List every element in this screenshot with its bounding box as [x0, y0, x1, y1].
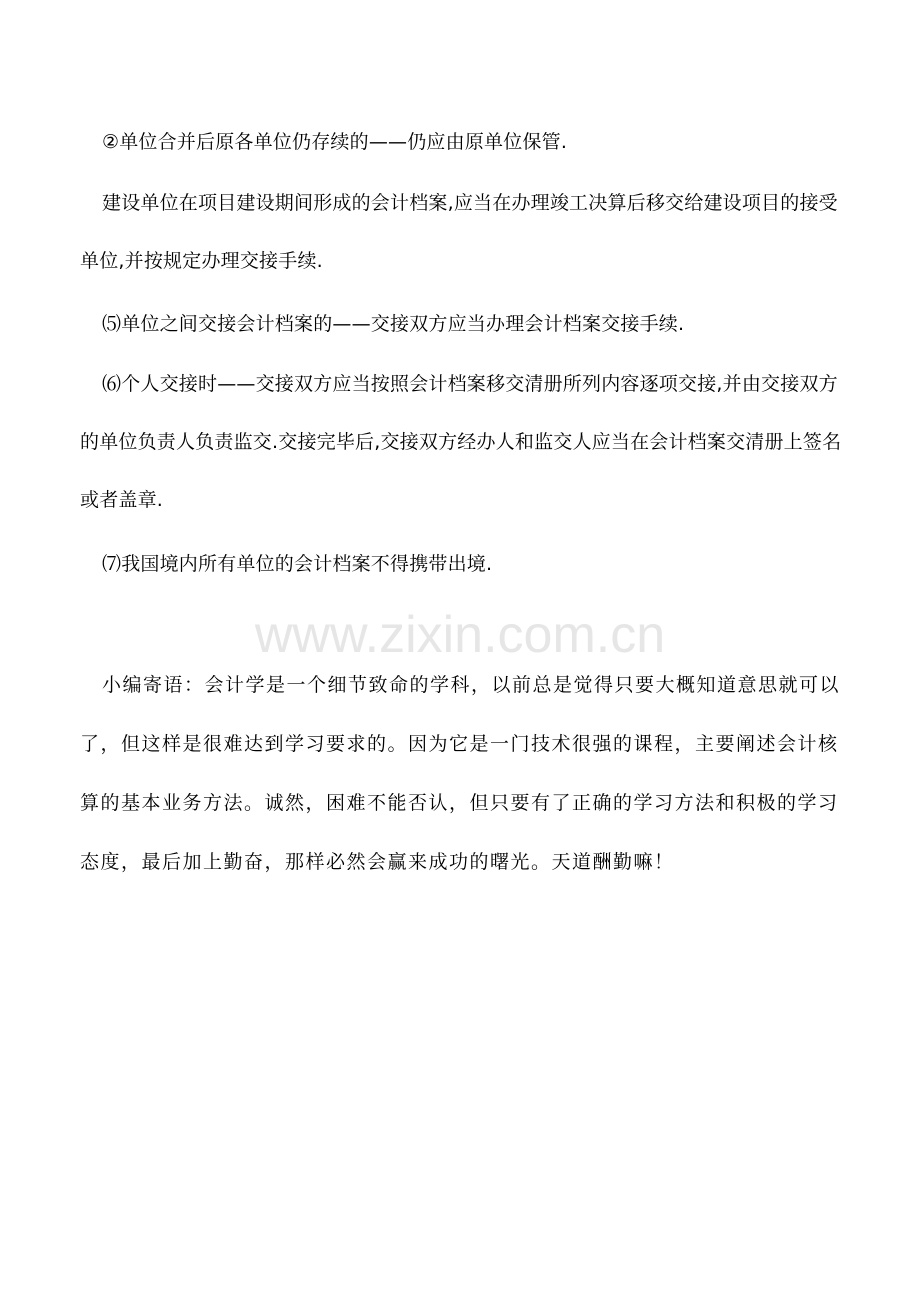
editor-note: 小编寄语：会计学是一个细节致命的学科，以前总是觉得只要大概知道意思就可以了，但这样是很难达到学习要求的。因为它是一门技术很强的课程，主要阐述会计核算的基本业务方法。诚然，困难不能否认，但只要有了正确的学习方法和积极的学习态度，最后加上勤奋，那样必然会赢来成功的曙光。天道酬勤嘛！ [80, 674, 841, 873]
watermark: www.zixin.com.cn [254, 606, 666, 664]
paragraph-item-5: ⑸单位之间交接会计档案的——交接双方应当办理会计档案交接手续. [102, 313, 685, 335]
paragraph-item-6: ⑹个人交接时——交接双方应当按照会计档案移交清册所列内容逐项交接,并由交接双方的单位负责人负责监交.交接完毕后,交接双方经办人和监交人应当在会计档案交清册上签名或者盖章. [80, 373, 842, 511]
paragraph-construction-unit: 建设单位在项目建设期间形成的会计档案,应当在办理竣工决算后移交给建设项目的接受单位,并按规定办理交接手续. [80, 192, 838, 272]
paragraph-item-7: ⑺我国境内所有单位的会计档案不得携带出境. [102, 553, 493, 575]
paragraph-merger: ②单位合并后原各单位仍存续的——仍应由原单位保管. [102, 131, 568, 153]
